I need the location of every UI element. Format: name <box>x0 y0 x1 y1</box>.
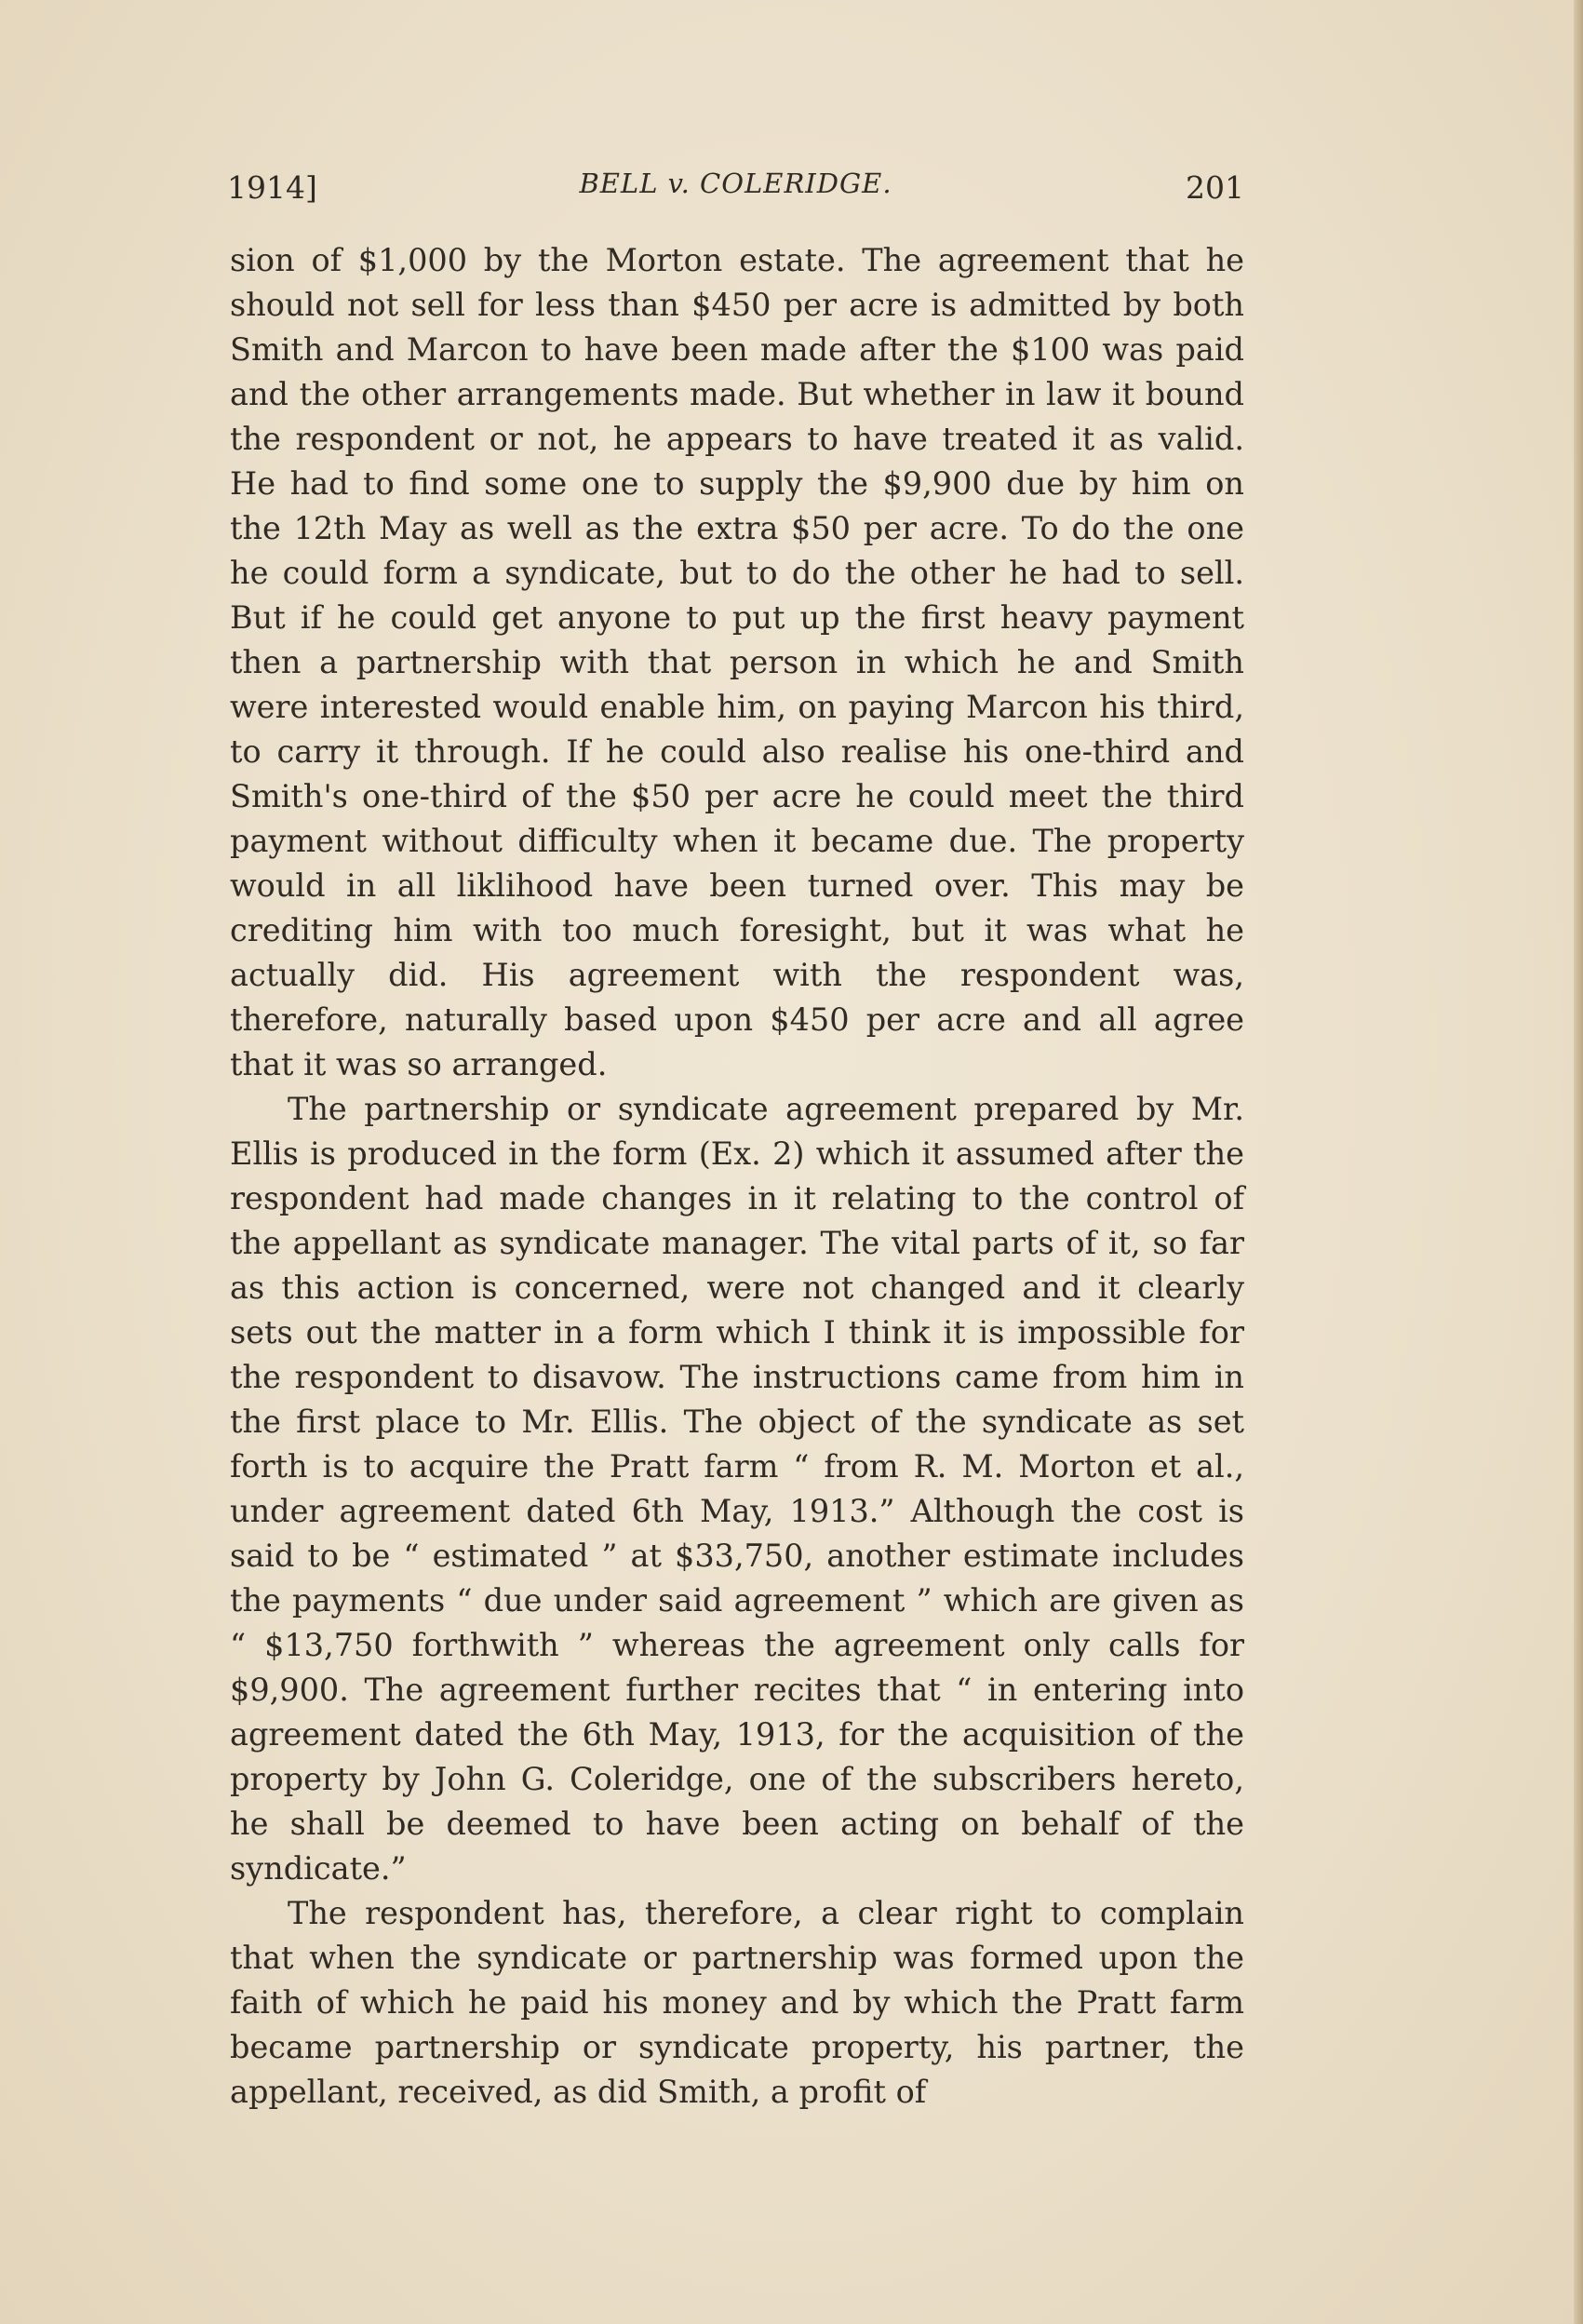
paragraph-continued: sion of $1,000 by the Morton estate. The agreement that he should not sell for less than $450 per acre is admitted by both Smith and Marcon to have been made after the $100 was paid and the other arrangements made. But whether in law it bound the respondent or not, he appears to have treated it as valid. He had to find some one to supply the $9,900 due by him on the 12th May as well as the extra $50 per acre. To do the one he could form a syndicate, but to do the other he had to sell. But if he could get anyone to put up the first heavy payment then a partnership with that person in which he and Smith were interested would enable him, on paying Marcon his third, to carry it through. If he could also realise his one-third and Smith's one-third of the $50 per acre he could meet the third payment without difficulty when it became due. The property would in all liklihood have been turned over. This may be crediting him with too much foresight, but it was what he actually did. His agreement with the respondent was, therefore, naturally based upon $450 per acre and all agree that it was so arranged. <box>230 242 1244 1082</box>
body-text <box>230 238 1244 2115</box>
running-header <box>227 162 1244 210</box>
paragraph-respondent-complaint: The respondent has, therefore, a clear right to complain that when the syndicate or partnership was formed upon the faith of which he paid his money and by which the Pratt farm became partnership or syndicate property, his partner, the appellant, received, as did Smith, a profit of <box>230 1895 1244 2110</box>
paragraph-syndicate-agreement: The partnership or syndicate agreement prepared by Mr. Ellis is produced in the form (Ex. 2) which it assumed after the respondent had made changes in it relating to the control of the appellant as syndicate manager. The vital parts of it, so far as this action is concerned, were not changed and it clearly sets out the matter in a form which I think it is impossible for the respondent to disavow. The instructions came from him in the first place to Mr. Ellis. The object of the syndicate as set forth is to acquire the Pratt farm “ from R. M. Morton et al., under agreement dated 6th May, 1913.” Although the cost is said to be “ estimated ” at $33,750, another estimate includes the payments “ due under said agreement ” which are given as “ $13,750 forthwith ” whereas the agreement only calls for $9,900. The agreement further recites that “ in entering into agreement dated the 6th May, 1913, for the acquisition of the property by John G. Coleridge, one of the subscribers hereto, he shall be deemed to have been acting on behalf of the syndicate.” <box>230 1091 1244 1887</box>
page-number: 201 <box>1186 169 1244 206</box>
case-title: BELL v. COLERIDGE. <box>579 168 892 199</box>
page-edge <box>1574 0 1583 2324</box>
header-year: 1914] <box>227 169 317 206</box>
